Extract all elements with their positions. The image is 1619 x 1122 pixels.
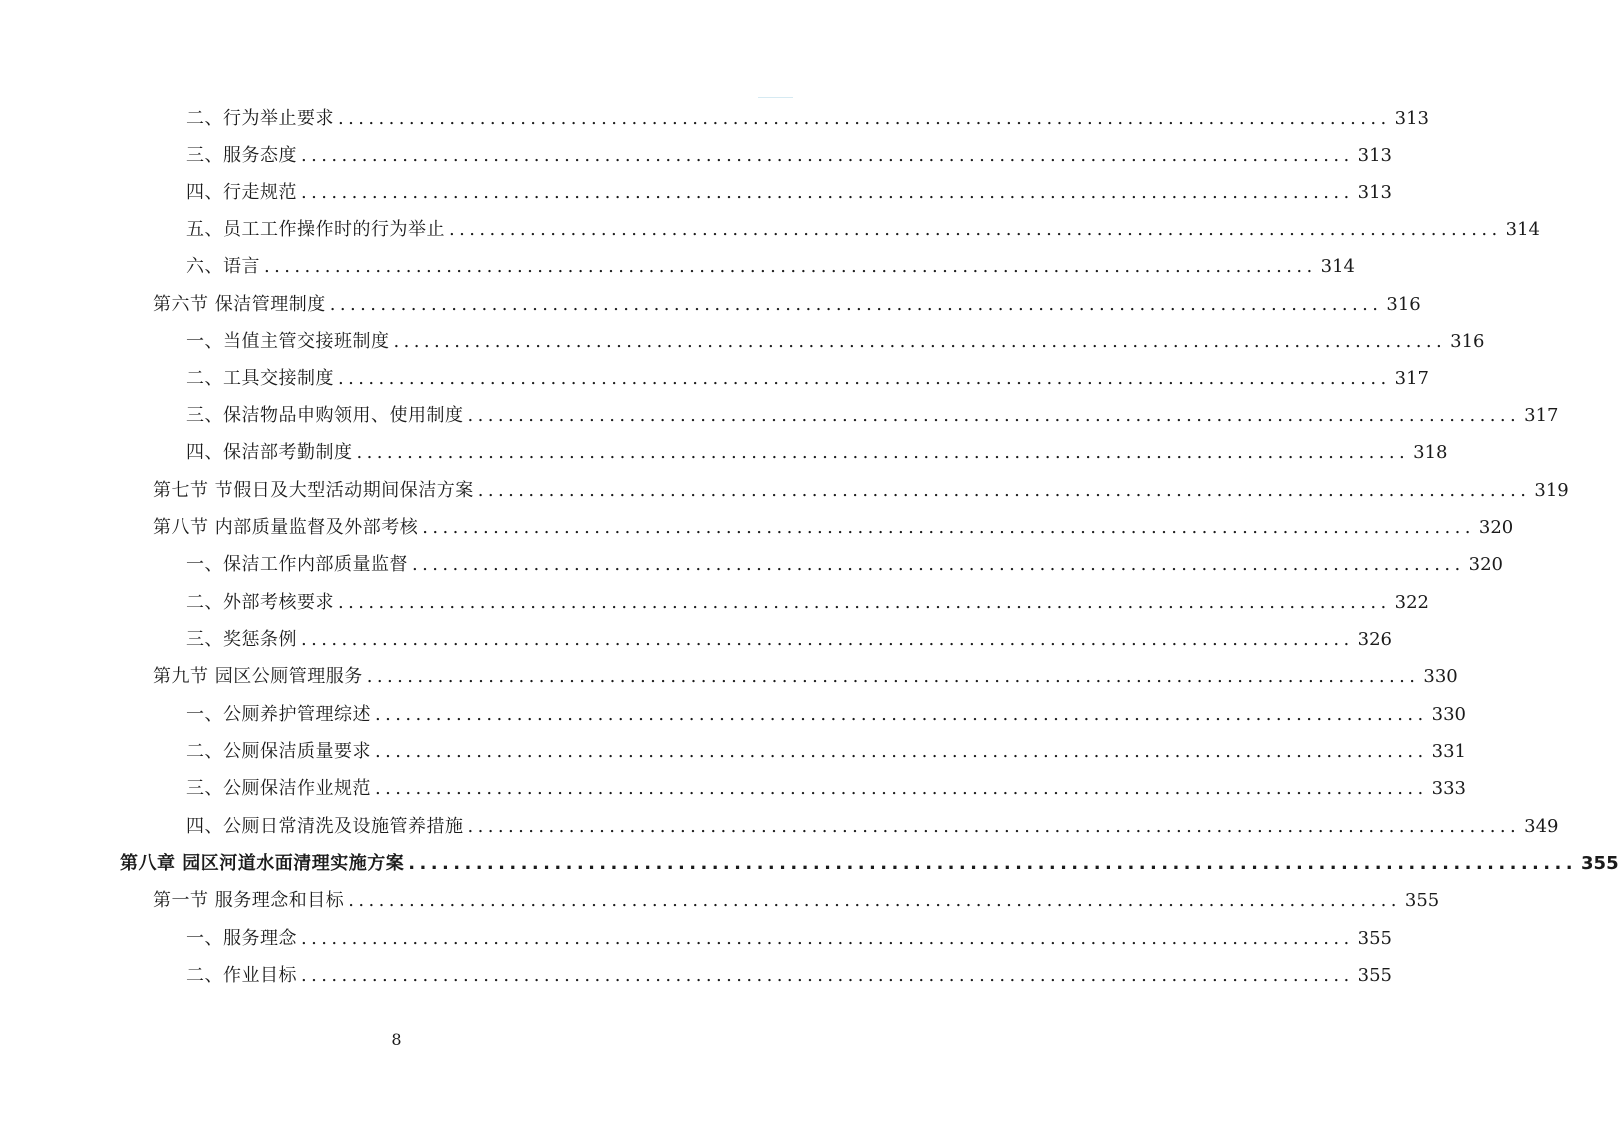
dot-leader: ........................................................................................................ <box>477 480 1531 501</box>
toc-entry-title: 三、保洁物品申购领用、使用制度 <box>186 405 464 426</box>
dot-leader: ........................................................................................................ <box>338 108 1391 129</box>
toc-entry-title: 第七节 节假日及大型活动期间保洁方案 <box>153 480 474 501</box>
toc-entry-page: 319 <box>1534 480 1569 501</box>
dot-leader: ........................................................................................................ <box>329 294 1383 315</box>
toc-entry-page: 316 <box>1450 331 1485 352</box>
toc-entry-page: 313 <box>1357 182 1393 203</box>
dot-leader: ........................................................................................................ <box>412 554 1465 575</box>
dot-leader: ........................................................................................................ <box>375 778 1428 799</box>
toc-entry-title: 六、语言 <box>186 256 260 277</box>
toc-entry-page: 317 <box>1394 368 1430 389</box>
toc-entry-page: 330 <box>1423 666 1458 687</box>
toc-entry[interactable] <box>186 551 1504 579</box>
dot-leader: ........................................................................................................ <box>467 405 1521 426</box>
dot-leader: ........................................................................................................ <box>264 256 1317 277</box>
toc-entry[interactable] <box>186 962 1393 990</box>
toc-entry[interactable] <box>186 701 1467 729</box>
toc-entry-title: 第八节 内部质量监督及外部考核 <box>153 517 419 538</box>
dot-leader: ........................................................................................................ <box>375 741 1428 762</box>
toc-entry-page: 320 <box>1478 517 1514 538</box>
toc-entry-page: 317 <box>1524 405 1559 426</box>
dot-leader: ........................................................................................................ <box>301 145 1354 166</box>
toc-entry[interactable] <box>186 925 1393 953</box>
toc-entry-title: 第六节 保洁管理制度 <box>153 294 326 315</box>
toc-entry[interactable] <box>186 142 1393 170</box>
toc-entry[interactable] <box>186 216 1541 244</box>
dot-leader: ........................................................................................................ <box>393 331 1447 352</box>
dot-leader: ........................................................................................................ <box>467 816 1521 837</box>
toc-entry[interactable] <box>186 775 1467 803</box>
toc-entry-page: 326 <box>1357 629 1393 650</box>
toc-entry-section[interactable] <box>153 663 1458 691</box>
toc-entry-section[interactable] <box>153 291 1421 319</box>
toc-entry[interactable] <box>186 253 1356 281</box>
dot-leader: ........................................................................................................ <box>366 666 1420 687</box>
toc-entry-title: 四、行走规范 <box>186 182 297 203</box>
toc-entry-title: 一、保洁工作内部质量监督 <box>186 554 408 575</box>
toc-entry-page: 313 <box>1357 145 1393 166</box>
toc-entry-page: 331 <box>1431 741 1467 762</box>
toc-entry[interactable] <box>186 328 1485 356</box>
toc-entry-page: 333 <box>1431 778 1467 799</box>
toc-entry-title: 第九节 园区公厕管理服务 <box>153 666 363 687</box>
toc-entry-title: 二、公厕保洁质量要求 <box>186 741 371 762</box>
dot-leader: ........................................................................................................ <box>375 704 1428 725</box>
dot-leader: ........................................................................................................ <box>338 368 1391 389</box>
toc-entry-title: 一、公厕养护管理综述 <box>186 704 371 725</box>
toc-entry-section[interactable] <box>153 887 1440 915</box>
toc-entry[interactable] <box>186 179 1393 207</box>
page-number: 8 <box>391 1030 402 1049</box>
toc-entry-page: 322 <box>1394 592 1430 613</box>
toc-entry[interactable] <box>186 813 1559 841</box>
toc-entry[interactable] <box>186 402 1559 430</box>
toc-entry-title: 四、公厕日常清洗及设施管养措施 <box>186 816 464 837</box>
toc-entry-page: 320 <box>1468 554 1504 575</box>
toc-entry-page: 314 <box>1505 219 1541 240</box>
dot-leader: ........................................................................................................ <box>422 517 1475 538</box>
toc-entry-page: 330 <box>1431 704 1467 725</box>
toc-entry-page: 355 <box>1357 965 1393 986</box>
toc-entry-page: 355 <box>1357 928 1393 949</box>
toc-entry-page: 355 <box>1404 890 1440 911</box>
toc-entry-title: 一、当值主管交接班制度 <box>186 331 390 352</box>
toc-entry-page: 314 <box>1320 256 1356 277</box>
dot-leader: ........................................................................................................ <box>301 629 1354 650</box>
toc-entry-page: 318 <box>1413 442 1448 463</box>
toc-entry[interactable] <box>186 626 1393 654</box>
toc-entry[interactable] <box>186 105 1430 133</box>
toc-entry[interactable] <box>186 589 1430 617</box>
toc-entry-title: 第八章 园区河道水面清理实施方案 <box>120 853 405 874</box>
dot-leader: ........................................................................................................ <box>338 592 1391 613</box>
toc-entry[interactable] <box>186 738 1467 766</box>
toc-entry-title: 二、外部考核要求 <box>186 592 334 613</box>
toc-entry-title: 五、员工工作操作时的行为举止 <box>186 219 445 240</box>
dot-leader: ........................................................................................................ <box>301 928 1354 949</box>
toc-entry-title: 二、工具交接制度 <box>186 368 334 389</box>
toc-entry-title: 第一节 服务理念和目标 <box>153 890 345 911</box>
toc-entry-title: 三、公厕保洁作业规范 <box>186 778 371 799</box>
toc-entry-page: 349 <box>1524 816 1559 837</box>
toc-entry-title: 二、行为举止要求 <box>186 108 334 129</box>
toc-entry-page: 316 <box>1386 294 1421 315</box>
toc-entry-title: 四、保洁部考勤制度 <box>186 442 353 463</box>
toc-entry-title: 三、服务态度 <box>186 145 297 166</box>
toc-entry[interactable] <box>186 439 1448 467</box>
dot-leader: ........................................................................................................ <box>301 182 1354 203</box>
dot-leader: ........................................................................................................ <box>356 442 1410 463</box>
toc-entry-section[interactable] <box>153 477 1569 505</box>
toc-entry-page: 313 <box>1394 108 1430 129</box>
toc-entry-chapter[interactable] <box>120 850 1619 878</box>
dot-leader: ........................................................................................................ <box>449 219 1502 240</box>
dot-leader: ........................................................................................................ <box>408 853 1578 874</box>
toc-entry-title: 二、作业目标 <box>186 965 297 986</box>
toc-entry[interactable] <box>186 365 1430 393</box>
toc-entry-title: 一、服务理念 <box>186 928 297 949</box>
dot-leader: ........................................................................................................ <box>301 965 1354 986</box>
toc-entry-title: 三、奖惩条例 <box>186 629 297 650</box>
toc-entry-page: 355 <box>1581 853 1619 874</box>
toc-entry-section[interactable] <box>153 514 1514 542</box>
dot-leader: ........................................................................................................ <box>348 890 1401 911</box>
